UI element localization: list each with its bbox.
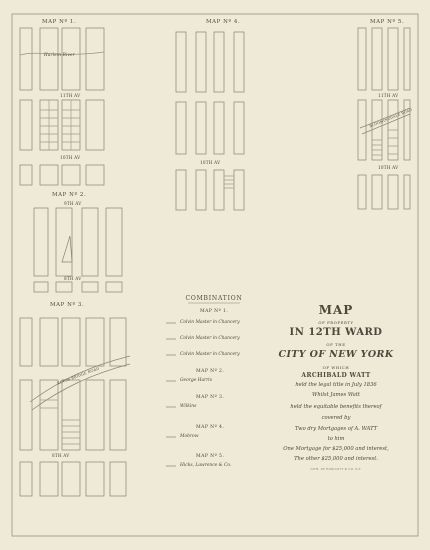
- legend-map3-heading: MAP Nº 3.: [196, 395, 225, 400]
- legend-item: Colvin Master in Chancery: [180, 336, 240, 341]
- map2-avenue-bottom: 8TH AV: [64, 276, 82, 281]
- title-mortgage-one: One Mortgage for $25,000 and interest,: [283, 446, 389, 452]
- title-equitable: held the equitable benefits thereof: [290, 404, 382, 410]
- title-whilst: Whilst James Watt: [311, 392, 361, 398]
- legend-map1-heading: MAP Nº 1.: [200, 309, 229, 314]
- title-to-him: to him: [327, 436, 345, 442]
- title-mortgage-two: The other $25,000 and interest.: [294, 456, 378, 462]
- title-of-which: OF WHICH: [322, 365, 350, 370]
- title-map: MAP: [318, 303, 354, 317]
- map3-avenue-bottom: 8TH AV: [52, 453, 70, 458]
- map5-avenue-top: 11TH AV: [378, 93, 399, 98]
- title-of-property: OF PROPERTY: [318, 320, 354, 325]
- map4-label: MAP Nº 4.: [206, 19, 241, 25]
- legend-item: George Harris: [180, 378, 212, 383]
- legend-map4-heading: MAP Nº 4.: [196, 425, 225, 430]
- legend-item: Mobrow: [180, 434, 199, 439]
- title-mortgages: Two dry Mortgages of A. WATT: [294, 426, 378, 432]
- legend-item: Hicks, Lawrence & Co.: [180, 463, 232, 468]
- legend-item: Colvin Master in Chancery: [180, 320, 240, 325]
- title-of-the: OF THE: [326, 342, 346, 347]
- map1-avenue-top: 11TH AV: [60, 93, 81, 98]
- title-covered-by: covered by: [321, 415, 351, 421]
- legend-map5-heading: MAP Nº 5.: [196, 454, 225, 459]
- legend-item: Colvin Master in Chancery: [180, 352, 240, 357]
- title-owner: ARCHIBALD WATT: [301, 372, 371, 379]
- map3-road-label: KINGS BRIDGE ROAD: [56, 366, 100, 386]
- map5-avenue-bottom: 10TH AV: [378, 165, 399, 170]
- title-ward: IN 12TH WARD: [289, 327, 383, 338]
- title-legal-title: held the legal title in July 1836: [295, 382, 377, 388]
- legend-title: COMBINATION: [185, 295, 243, 302]
- map2-avenue-top: 9TH AV: [64, 201, 82, 206]
- map5-road-label: BLOOMINGDALE ROAD: [368, 107, 413, 129]
- map1-avenue-bottom: 10TH AV: [60, 155, 81, 160]
- legend-map2-heading: MAP Nº 2.: [196, 369, 225, 374]
- legend-item: Wilkins: [180, 404, 197, 409]
- map1-label: MAP Nº 1.: [42, 19, 77, 25]
- map3-label: MAP Nº 3.: [50, 302, 85, 308]
- map5-label: MAP Nº 5.: [370, 19, 405, 25]
- printer-credit: LITH. OF ENDICOTT & CO. N.Y.: [310, 468, 362, 471]
- map2-label: MAP Nº 2.: [52, 192, 87, 198]
- title-city: CITY OF NEW YORK: [278, 349, 394, 360]
- map1-water-label: Harlem River: [44, 52, 76, 57]
- map4-avenue-bottom: 10TH AV: [200, 160, 221, 165]
